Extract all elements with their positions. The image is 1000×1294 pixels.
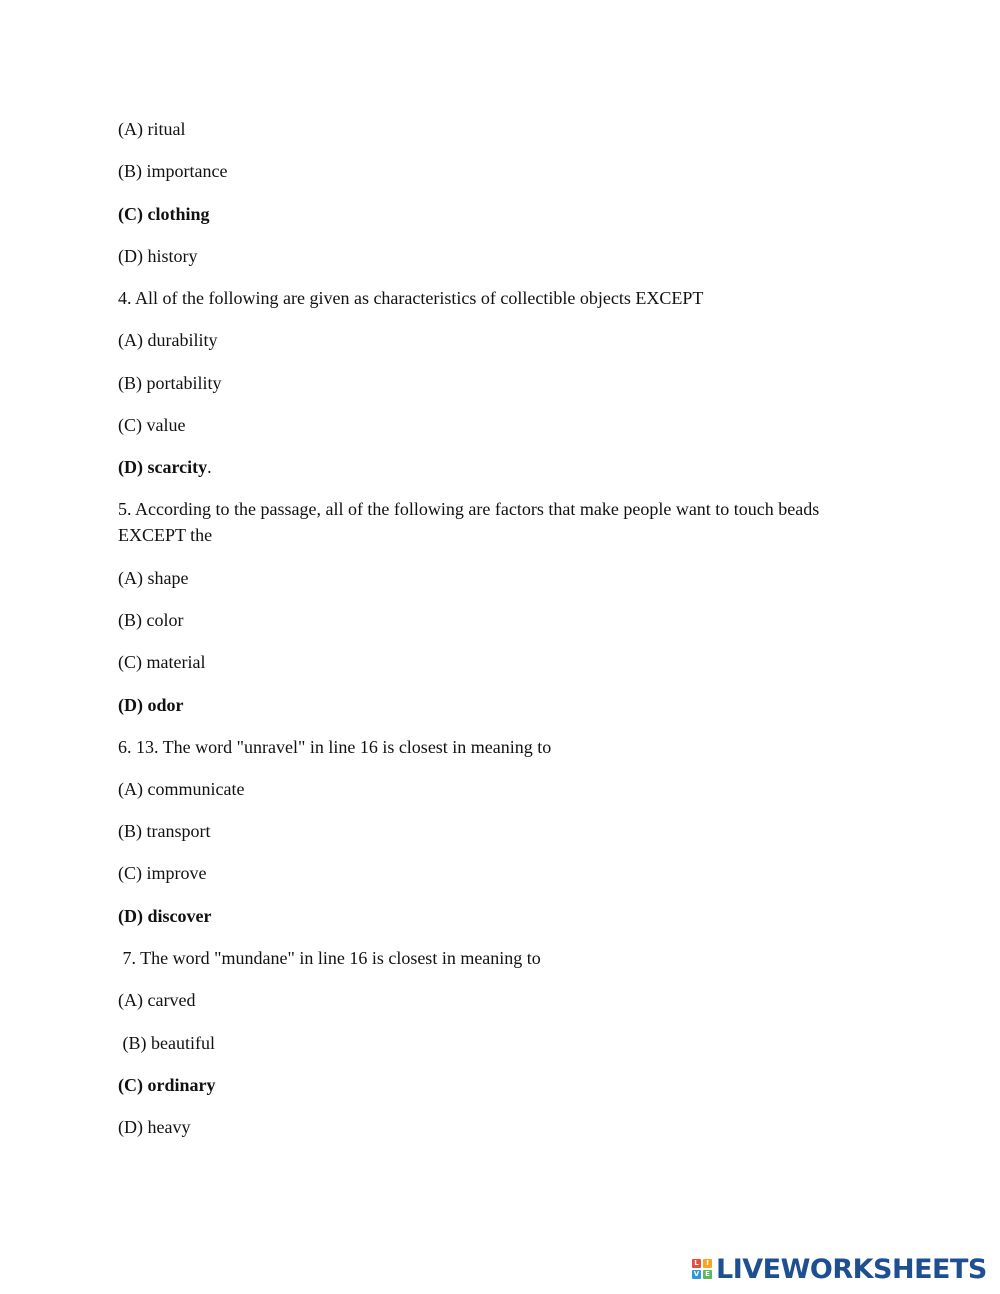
option-4d-period: . [207,457,212,477]
option-5d-answer: (D) odor [118,695,184,715]
logo-mark-icon [692,1259,712,1279]
option-4a: (A) durability [118,330,218,350]
question-7: 7. The word "mundane" in line 16 is closest in meaning to [118,948,541,968]
option-7c-answer: (C) ordinary [118,1075,216,1095]
logo-mark-e: E [703,1270,712,1279]
option-6c: (C) improve [118,863,207,883]
option-5c: (C) material [118,652,206,672]
logo-text: LIVEWORKSHEETS [716,1253,987,1285]
option-3a: (A) ritual [118,119,186,139]
logo-mark-l: L [692,1259,701,1268]
option-5a: (A) shape [118,568,189,588]
option-6a: (A) communicate [118,779,245,799]
option-7a: (A) carved [118,990,196,1010]
option-4c: (C) value [118,415,186,435]
option-4b: (B) portability [118,373,222,393]
option-4d-label: (D) scarcity [118,457,208,477]
option-7b: (B) beautiful [118,1033,215,1053]
option-7d: (D) heavy [118,1117,191,1137]
question-6: 6. 13. The word "unravel" in line 16 is closest in meaning to [118,737,552,757]
option-6b: (B) transport [118,821,211,841]
question-4: 4. All of the following are given as characteristics of collectible objects EXCEPT [118,288,704,308]
option-3b: (B) importance [118,161,228,181]
option-3c-answer: (C) clothing [118,204,210,224]
liveworksheets-logo [692,1253,987,1285]
option-6d-answer: (D) discover [118,906,212,926]
question-5: 5. According to the passage, all of the following are factors that make people want to touch beads EXCEPT the [118,499,820,545]
option-4d-answer [118,454,212,480]
logo-mark-i: I [703,1259,712,1268]
option-3d: (D) history [118,246,198,266]
option-5b: (B) color [118,610,184,630]
logo-mark-v: V [693,1270,700,1278]
